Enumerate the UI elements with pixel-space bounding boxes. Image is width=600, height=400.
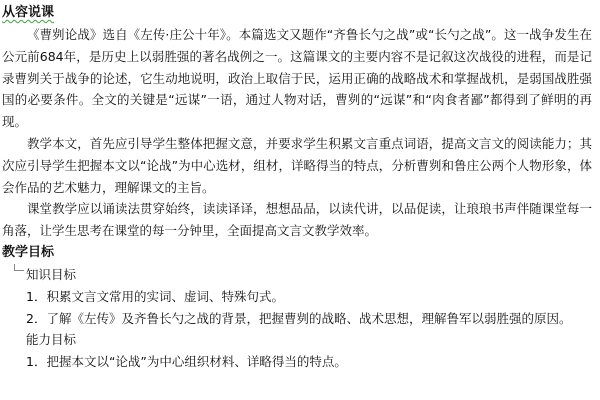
subheading-ability-goals: 能力目标 — [26, 332, 77, 348]
knowledge-goal-item-2: 2．了解《左传》及齐鲁长勺之战的背景，把握曹刿的战略、战术思想，理解鲁军以弱胜强的原因。 — [26, 310, 572, 326]
section-heading-teaching-goals: 教学目标 — [2, 244, 55, 260]
knowledge-goal-item-1: 1．积累文言文常用的实词、虚词、特殊句式。 — [26, 288, 284, 304]
paragraph-intro: 《曹刿论战》选自《左传·庄公十年》。本篇选文又题作“齐鲁长勺之战”或“长勺之战”。这一战争发生在公元前684年，是历史上以弱胜强的著名战例之一。这篇课文的主要内容不是记叙这次战役的进程，而是记录曹刿关于战争的论述，它生动地说明，政治上取信于民，运用正确的战略战术和掌握战机，是弱国战胜强国的必要条件。全文的关键是“远谋”一语，通过人物对话，曹刿的“远谋”和“肉食者鄙”都得到了鲜明的再现。 — [2, 27, 592, 130]
section-heading-lesson-talk-text: 从容说课 — [2, 5, 55, 20]
section-heading-lesson-talk — [2, 2, 592, 24]
ability-goal-item-1: 1．把握本文以“论战”为中心组织材料、详略得当的特点。 — [26, 354, 347, 370]
subheading-knowledge-goals: 知识目标 — [26, 266, 77, 282]
paragraph-teaching-approach: 教学本文，首先应引导学生整体把握文意，并要求学生积累文言重点词语，提高文言文的阅读能力；其次应引导学生把握本文以“论战”为中心选材，组材，详略得当的特点，分析曹刿和鲁庄公两个人物形象，体会作品的艺术魅力，理解课文的主旨。 — [2, 135, 592, 195]
paragraph-classroom-method: 课堂教学应以诵读法贯穿始终，读读译译，想想品品，以读代讲，以品促读，让琅琅书声伴随课堂每一角落，让学生思考在课堂的每一分钟里，全面提高文言文教学效率。 — [2, 201, 592, 239]
indent-marker-icon — [14, 264, 24, 271]
